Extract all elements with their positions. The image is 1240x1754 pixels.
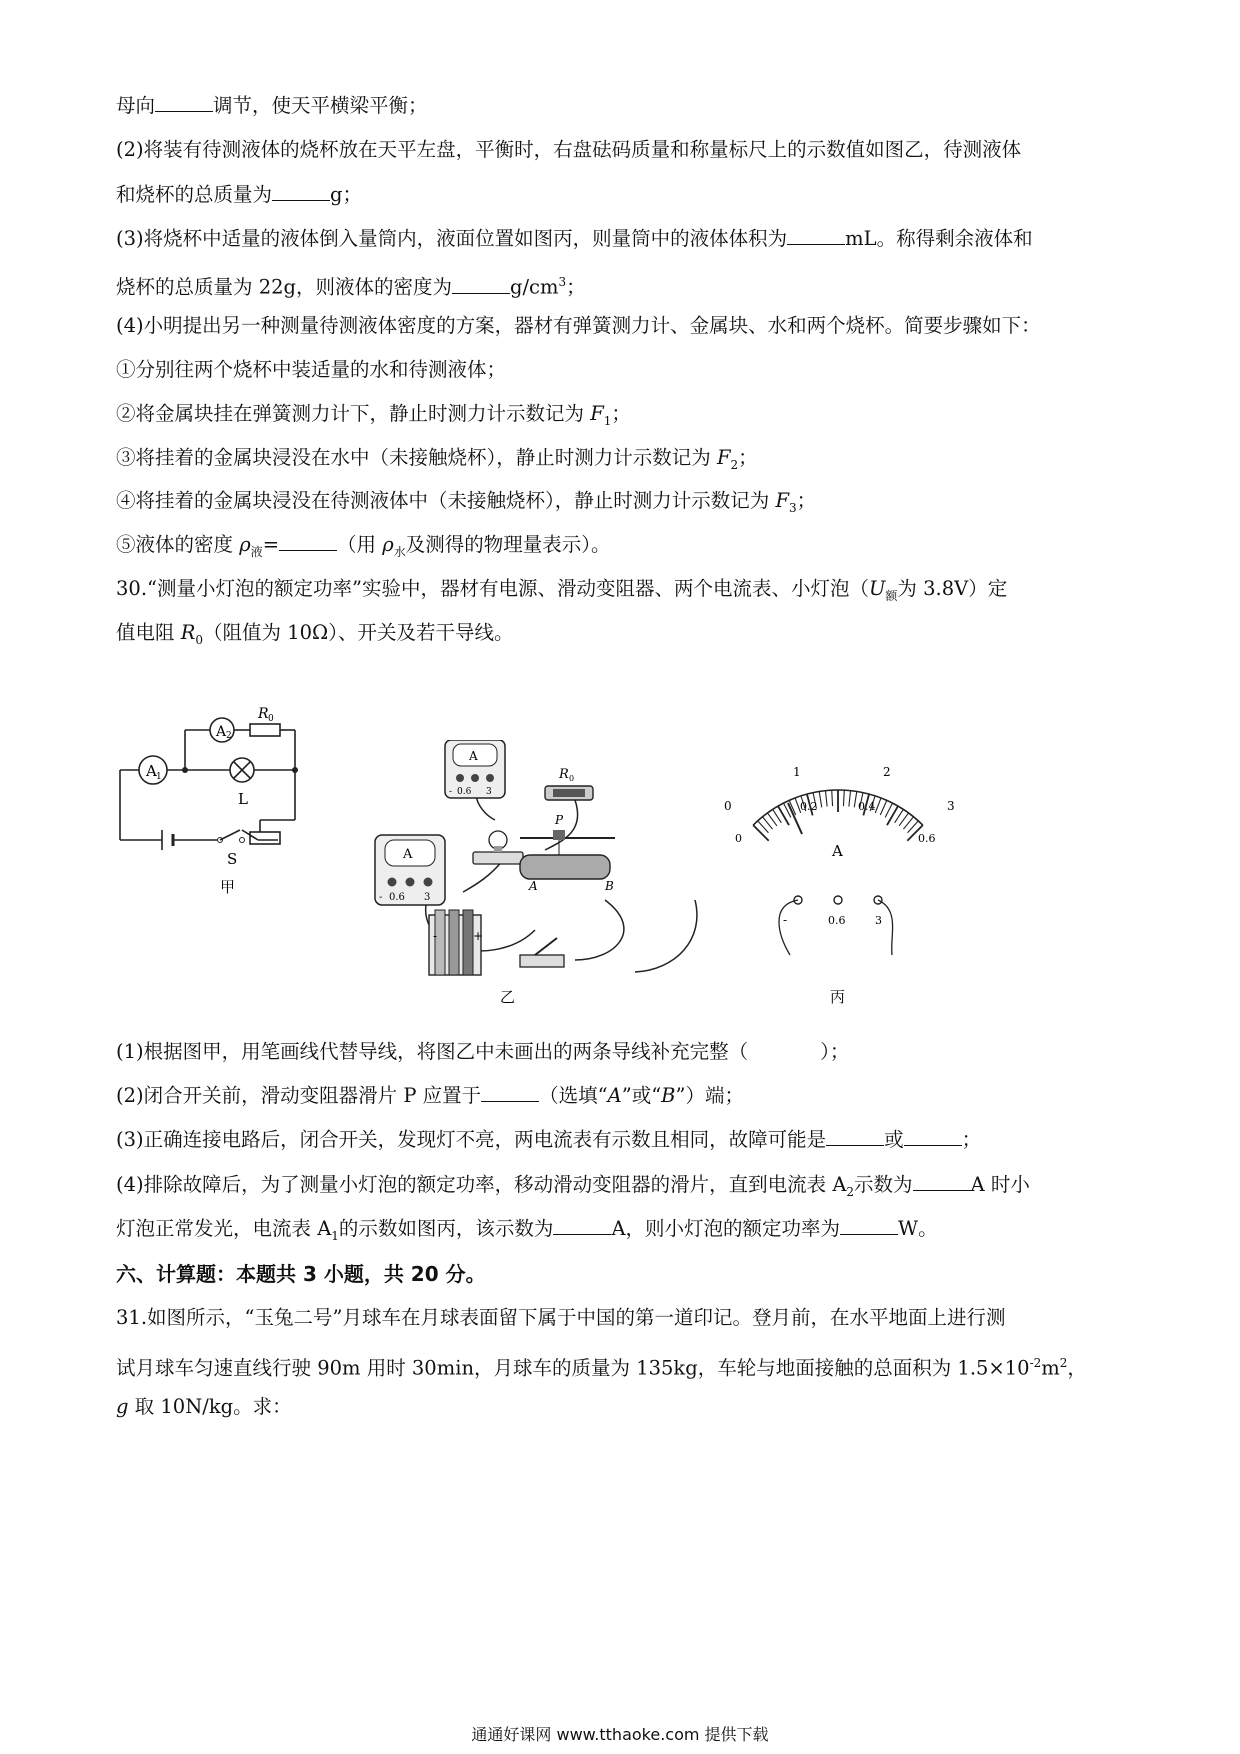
figure-bing-dial [700, 760, 970, 1010]
answer-blank [787, 226, 845, 245]
svg-text:0.6: 0.6 [457, 787, 472, 797]
svg-text:3: 3 [486, 787, 492, 797]
switch-device [520, 938, 564, 967]
answer-blank [452, 275, 510, 294]
answer-blank [826, 1127, 884, 1146]
section-heading: 六、计算题：本题共 3 小题，共 20 分。 [116, 1262, 486, 1286]
dial-unit-label: A [832, 842, 843, 860]
svg-text:1: 1 [793, 765, 801, 779]
svg-text:0.4: 0.4 [858, 800, 876, 813]
svg-text:3: 3 [875, 914, 882, 927]
svg-text:2: 2 [883, 765, 891, 779]
svg-text:0.6: 0.6 [389, 892, 405, 903]
resistor-r0-label: R [258, 706, 269, 722]
dial-tick [843, 790, 844, 806]
svg-text:0.6: 0.6 [828, 914, 846, 927]
svg-text:0: 0 [268, 714, 274, 724]
rheostat-device [520, 813, 615, 893]
text-line-6: (4)小明提出另一种测量待测液体密度的方案，器材有弹簧测力计、金属块、水和两个烧杯。简要步骤如下： [116, 314, 1041, 337]
figure-caption-bing: 丙 [830, 988, 846, 1006]
text-line-7: ①分别往两个烧杯中装适量的水和待测液体； [116, 358, 507, 381]
answer-blank [553, 1216, 611, 1235]
ammeter-upper-device [445, 740, 505, 798]
text-line-5: 烧杯的总质量为 22g，则液体的密度为 $g/cm^3$； [116, 275, 586, 299]
answer-blank [279, 532, 337, 551]
dial-tick [875, 798, 881, 813]
text-line-2: (2)将装有待测液体的烧杯放在天平左盘，平衡时，右盘砝码质量和称量标尺上的示数值如图乙，待测液体 [116, 138, 1022, 161]
text-line-12: 30.“测量小灯泡的额定功率”实验中，器材有电源、滑动变阻器、两个电流表、小灯泡（$U_额$为 3.8V）定 [116, 577, 1008, 603]
answer-blank [913, 1172, 971, 1191]
problem-31-line-2: 试月球车匀速直线行驶 90m 用时 30min，月球车的质量为 135kg，车轮与地面接触的总面积为 $1.5\times 10^{-2}m^2$， [116, 1356, 1087, 1380]
svg-text:0: 0 [724, 799, 732, 813]
figure-caption-jia: 甲 [220, 878, 236, 896]
text-line-10: ④将挂着的金属块浸没在待测液体中（未接触烧杯），静止时测力计示数记为 $F_3$； [116, 489, 817, 515]
question-4-cont: 灯泡正常发光，电流表 $A_1$的示数如图丙，该示数为 A，则小灯泡的额定功率为 W。 [116, 1217, 938, 1243]
ammeter-a1-label: A [146, 762, 157, 780]
dial-tick [885, 803, 892, 817]
text-line-1: 母向 调节，使天平横梁平衡； [116, 94, 428, 117]
svg-text:-: - [433, 929, 438, 943]
lamp-label: L [238, 790, 248, 808]
ammeter-a2-label: A [216, 724, 227, 740]
svg-text:0.2: 0.2 [800, 800, 818, 813]
svg-text:0: 0 [569, 774, 575, 783]
answer-blank [272, 182, 330, 201]
figure-caption-yi: 乙 [500, 988, 516, 1006]
lamp-device [473, 831, 523, 864]
dial-tick [880, 800, 887, 815]
text-line-4: (3)将烧杯中适量的液体倒入量筒内，液面位置如图丙，则量筒中的液体体积为 mL。称得剩余液体和 [116, 227, 1033, 250]
text-line-11: ⑤液体的密度 $\rho_液=$ （用 $\rho_水$及测得的物理量表示）。 [116, 533, 611, 559]
text-line-13: 值电阻 $R_0$（阻值为 10Ω）、开关及若干导线。 [116, 621, 514, 647]
svg-text:3: 3 [947, 799, 955, 813]
switch-lever [220, 830, 240, 840]
svg-text:A: A [469, 749, 478, 763]
dial-tick [819, 791, 822, 807]
dial-tick [825, 791, 827, 807]
text-line-9: ③将挂着的金属块浸没在水中（未接触烧杯），静止时测力计示数记为 $F_2$； [116, 446, 758, 472]
answer-blank [840, 1216, 898, 1235]
svg-text:-: - [783, 913, 788, 927]
text-line-8: ②将金属块挂在弹簧测力计下，静止时测力计示数记为 $F_1$； [116, 402, 631, 428]
switch-contact [240, 838, 245, 843]
dial-tick [849, 791, 851, 807]
figure-jia-circuit [110, 700, 360, 910]
svg-text:2: 2 [226, 731, 232, 741]
dial-tick [887, 806, 898, 825]
answer-blank [481, 1083, 539, 1102]
question-2: (2)闭合开关前，滑动变阻器滑片 P 应置于 （选填“A”或“B”）端； [116, 1084, 744, 1107]
dial-scale-arc [753, 790, 923, 841]
svg-text:-: - [379, 892, 383, 903]
text-line-3: 和烧杯的总质量为 g； [116, 183, 362, 206]
svg-text:B: B [605, 879, 614, 893]
svg-text:3: 3 [424, 892, 431, 903]
figure-yi-apparatus [345, 740, 705, 1010]
problem-31-line-1: 31.如图所示，“玉兔二号”月球车在月球表面留下属于中国的第一道印记。登月前，在水平地面上进行测 [116, 1306, 1006, 1329]
ammeter-lower-device [375, 835, 445, 905]
answer-blank [155, 93, 213, 112]
switch-label: S [227, 850, 238, 868]
page-footer: 通通好课网 www.tthaoke.com 提供下载 [471, 1725, 769, 1744]
question-4: (4)排除故障后，为了测量小灯泡的额定功率，移动滑动变阻器的滑片，直到电流表 $A_2$示数为 A 时小 [116, 1173, 1030, 1199]
svg-text:P: P [555, 813, 564, 827]
question-3: (3)正确连接电路后，闭合开关，发现灯不亮，两电流表有示数且相同，故障可能是 或 ； [116, 1128, 982, 1151]
dial-tick [854, 791, 857, 807]
problem-31-line-3: g 取 10N/kg。求： [116, 1395, 292, 1418]
svg-text:R: R [559, 767, 569, 782]
resistor-r0-device [545, 767, 593, 800]
svg-text:-: - [449, 787, 453, 797]
svg-text:0.6: 0.6 [918, 832, 936, 845]
svg-text:A: A [403, 847, 413, 862]
terminal-0-6 [834, 896, 842, 904]
svg-text:1: 1 [156, 772, 162, 782]
svg-text:A: A [529, 879, 538, 893]
question-1: (1)根据图甲，用笔画线代替导线，将图乙中未画出的两条导线补充完整（ ）； [116, 1040, 850, 1063]
svg-text:0: 0 [735, 832, 742, 845]
dial-tick [753, 825, 769, 841]
dial-tick [778, 806, 789, 825]
svg-text:+: + [473, 929, 484, 943]
battery-device [429, 910, 483, 975]
answer-blank [904, 1127, 962, 1146]
dial-tick [832, 790, 833, 806]
